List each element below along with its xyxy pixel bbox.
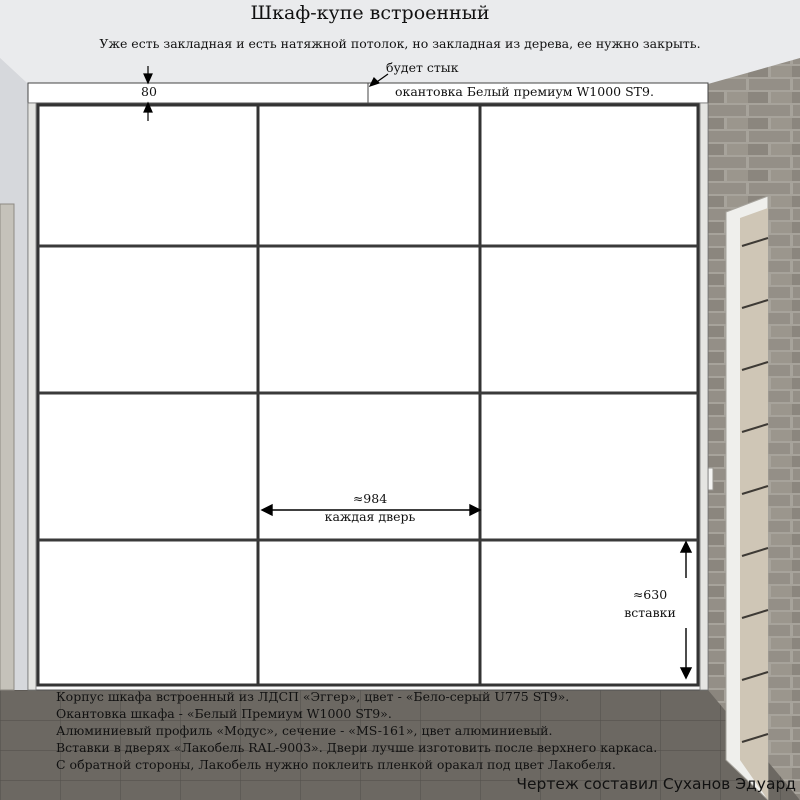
edging-label: окантовка Белый премиум W1000 ST9.	[395, 84, 654, 99]
left-door-frame	[0, 204, 14, 690]
spec-note: Вставки в дверях «Лакобель RAL-9003». Двери лучше изготовить после верхнего каркаса.	[56, 740, 658, 755]
author-credit: Чертеж составил Суханов Эдуард	[516, 775, 796, 793]
seam-label: будет стык	[386, 60, 459, 75]
door-left	[38, 105, 258, 685]
insert-height-caption: вставки	[624, 605, 676, 620]
body-right-side	[700, 103, 708, 690]
right-door-leaf	[740, 208, 768, 800]
spec-note: С обратной стороны, Лакобель нужно поклеить пленкой оракал под цвет Лакобеля.	[56, 757, 616, 772]
door-width-value: ≈984	[352, 491, 388, 506]
spec-notes	[56, 688, 657, 773]
spec-note: Алюминиевый профиль «Модус», сечение - «MS-161», цвет алюминиевый.	[56, 723, 553, 738]
top-dimension-label: 80	[141, 84, 157, 99]
spec-note: Окантовка шкафа - «Белый Премиум W1000 ST9».	[56, 706, 392, 721]
door-width-caption: каждая дверь	[324, 509, 416, 524]
door-middle	[258, 105, 480, 685]
drawing-title: Шкаф-купе встроенный	[250, 2, 490, 24]
doors	[38, 105, 698, 685]
insert-height-label	[610, 586, 690, 622]
insert-height-value: ≈630	[632, 587, 668, 602]
door-width-label	[264, 490, 476, 526]
drawing-subtitle: Уже есть закладная и есть натяжной потолок, но закладная из дерева, ее нужно закрыть.	[99, 36, 701, 51]
body-left-side	[28, 103, 36, 690]
spec-note: Корпус шкафа встроенный из ЛДСП «Эггер», цвет - «Бело-серый U775 ST9».	[56, 689, 570, 704]
